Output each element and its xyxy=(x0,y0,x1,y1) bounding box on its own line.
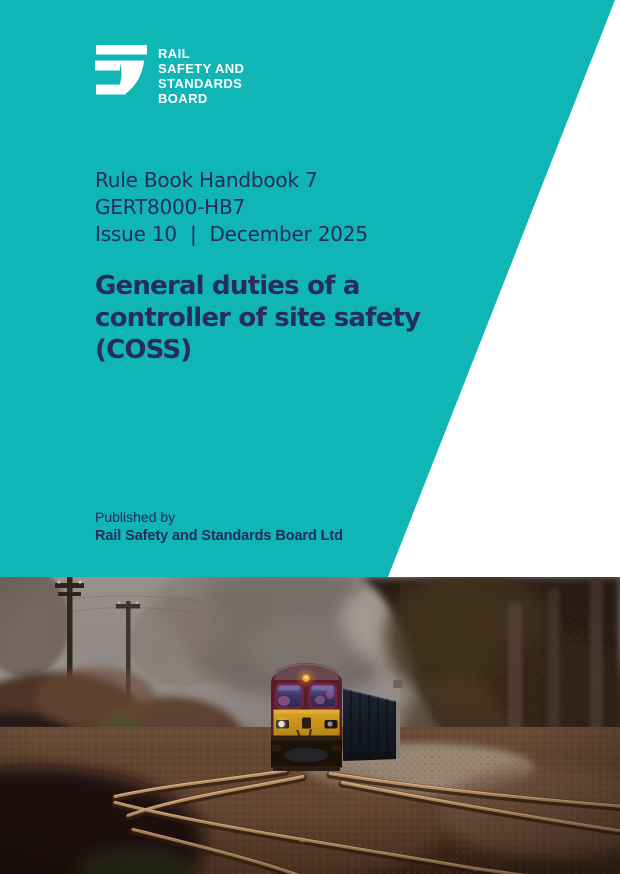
logo-line: RAIL xyxy=(158,46,190,61)
handbook-series: Rule Book Handbook 7 xyxy=(95,168,318,192)
title-line: (COSS) xyxy=(95,335,192,365)
logo-line: SAFETY AND xyxy=(158,61,245,76)
issue-date-separator: | xyxy=(189,222,197,246)
handbook-meta xyxy=(95,167,368,248)
cover-photo xyxy=(0,577,620,874)
logo-line: BOARD xyxy=(158,91,208,106)
logo-line: STANDARDS xyxy=(158,76,243,91)
publisher-label: Published by xyxy=(95,509,176,525)
rssb-logo xyxy=(95,45,244,106)
issue-line xyxy=(95,221,368,248)
publisher-name: Rail Safety and Standards Board Ltd xyxy=(95,528,343,544)
issue-number: Issue 10 xyxy=(95,222,177,246)
handbook-code: GERT8000-HB7 xyxy=(95,195,245,219)
page-title xyxy=(95,270,420,366)
rssb-logo-wordmark xyxy=(158,45,244,106)
issue-date: December 2025 xyxy=(209,222,368,246)
title-line: controller of site safety xyxy=(95,303,421,333)
publisher-block xyxy=(95,508,343,546)
title-line: General duties of a xyxy=(95,271,360,301)
rssb-logo-icon xyxy=(95,45,148,106)
